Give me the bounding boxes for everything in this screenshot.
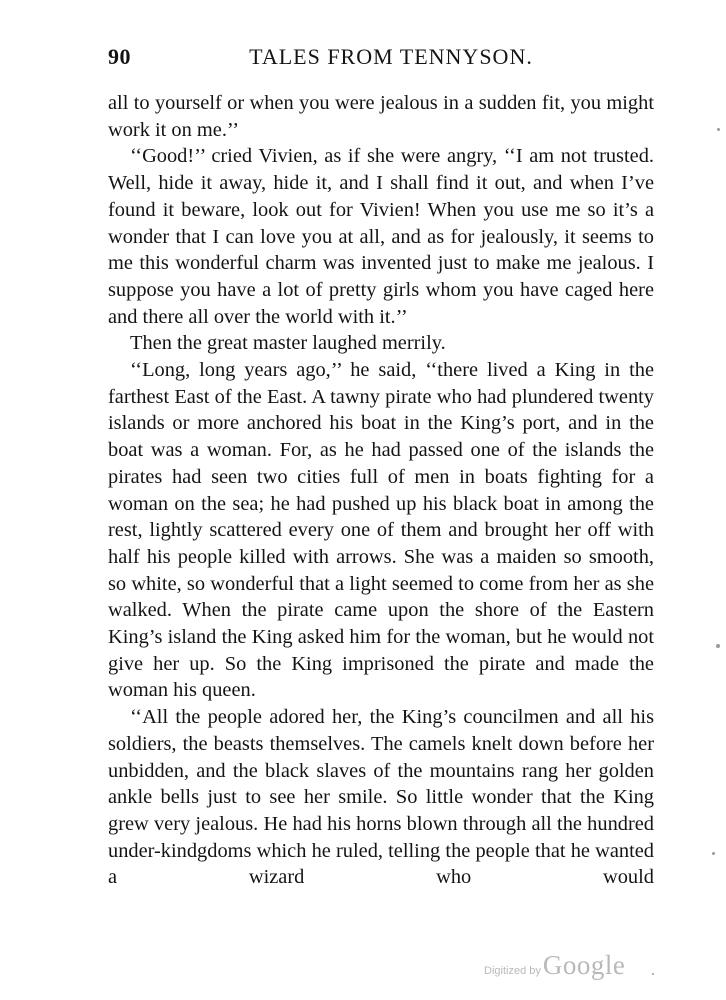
scan-speck — [716, 644, 720, 648]
paragraph-continued: all to yourself or when you were jealous in a sudden fit, you might work it on me.’’ — [108, 92, 654, 141]
scan-speck — [712, 852, 715, 855]
paragraph-master-laughed: Then the great master laughed merrily. — [130, 332, 446, 355]
watermark-prefix: Digitized by — [484, 965, 541, 977]
scan-speck — [652, 973, 654, 975]
running-head — [108, 44, 654, 74]
body-text — [108, 90, 654, 891]
book-title: TALES FROM TENNYSON. — [249, 44, 533, 69]
page-number: 90 — [108, 44, 131, 69]
paragraph-people-adored: ‘‘All the people adored her, the King’s councilmen and all his soldiers, the beasts themselves. The camels knelt down before her unbidden, and the black slaves of the mountains rang her golden ankle bells just to see her smile. So little wonder that the King grew very jealous. He had his horns blown through all the hundred under-kindgdoms which he ruled, telling the people that he wanted a wizard who would — [108, 706, 654, 889]
google-logo: Google — [542, 950, 626, 980]
digitized-by-google-watermark — [484, 950, 644, 984]
paragraph-vivien-reply: ‘‘Good!’’ cried Vivien, as if she were angry, ‘‘I am not trusted. Well, hide it away, hide it, and I shall find it out, and when I’ve found it beware, look out for Vivien! When you use me so it’s a wonder that I can love you at all, and as for jealously, it seems to me this wonderful charm was invented just to make me jealous. I suppose you have a lot of pretty girls whom you have caged here and there all over the world with it.’’ — [108, 145, 654, 328]
scan-speck — [717, 128, 720, 131]
paragraph-pirate-tale: ‘‘Long, long years ago,’’ he said, ‘‘there lived a King in the farthest East of the East. A tawny pirate who had plundered twenty islands or more anchored his boat in the King’s port, and in the boat was a woman. For, as he had passed one of the islands the pirates had seen two cities full of men in boats fighting for a woman on the sea; he had pushed up his black boat in among the rest, lightly scattered every one of them and brought her off with half his people killed with arrows. She was a maiden so smooth, so white, so wonderful that a light seemed to come from her as she walked. When the pirate came upon the shore of the Eastern King’s island the King asked him for the woman, but he would not give her up. So the King imprisoned the pirate and made the woman his queen. — [108, 359, 654, 702]
